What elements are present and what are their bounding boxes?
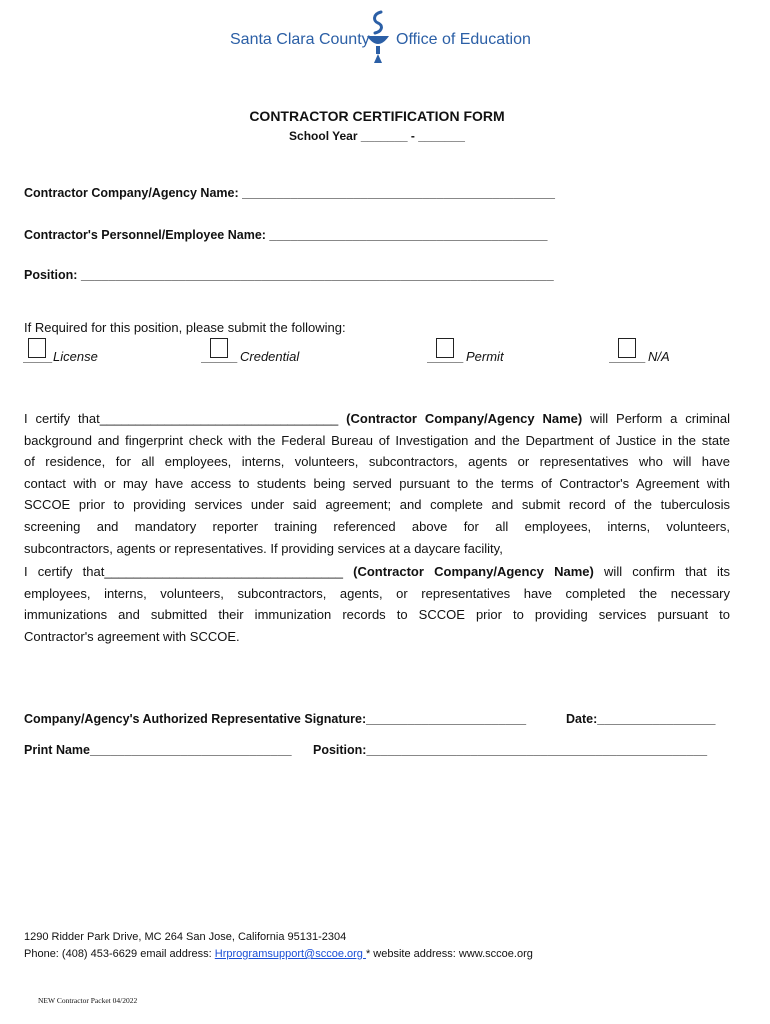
requirements-intro: If Required for this position, please submit the following: — [24, 320, 346, 335]
org-name-right: Office of Education — [396, 31, 531, 48]
signer-position-field[interactable]: Position:_________________________________________________ — [313, 743, 708, 757]
revision-note: NEW Contractor Packet 04/2022 — [38, 996, 138, 1005]
form-title: CONTRACTOR CERTIFICATION FORM — [249, 108, 505, 124]
cert-line: screening and mandatory reporter training referenced above for all employees, interns, volunteers, — [24, 518, 730, 534]
permit-option[interactable]: _____ Permit — [428, 338, 548, 366]
na-option[interactable]: _____ N/A — [610, 338, 710, 366]
org-name-left: Santa Clara County — [230, 31, 370, 48]
cert-line: of residence, for all employees, interns, volunteers, subcontractors, agents or representatives who will have — [24, 454, 730, 470]
signature-field[interactable]: Company/Agency's Authorized Representative Signature:_______________________ — [24, 712, 527, 726]
cert-line: contact with or may have access to students being served pursuant to the terms of Contractor's Agreement with — [24, 475, 730, 491]
date-field[interactable]: Date:_________________ — [566, 712, 716, 726]
torch-logo-icon — [364, 8, 392, 64]
cert-line: immunizations and submitted their immunization records to SCCOE prior to providing services pursuant to — [24, 607, 730, 623]
certification-paragraph-1 — [24, 408, 730, 559]
cert-line: background and fingerprint check with the Federal Bureau of Investigation and the Department of Justice in the state — [24, 432, 730, 448]
credential-label: Credential — [240, 349, 300, 364]
cert-line: I certify that_________________________________ (Contractor Company/Agency Name) will Perform a criminal — [24, 411, 730, 426]
position-field[interactable]: Position: ____________________________________________________________________ — [24, 268, 554, 282]
company-name-field[interactable]: Contractor Company/Agency Name: _____________________________________________ — [24, 186, 555, 200]
cert-line: I certify that_________________________________ (Contractor Company/Agency Name) will confirm that its — [24, 564, 730, 579]
school-year-field[interactable]: School Year _______ - _______ — [289, 129, 465, 143]
na-label: N/A — [648, 349, 670, 364]
license-label: License — [53, 349, 98, 364]
cert-line: SCCOE prior to providing services under said agreement; and complete and submit record of the tuberculosis — [24, 497, 730, 513]
print-name-field[interactable]: Print Name_____________________________ — [24, 743, 292, 757]
certification-paragraph-2 — [24, 561, 730, 647]
permit-label: Permit — [466, 349, 504, 364]
license-option[interactable]: ____ License — [24, 338, 144, 366]
credential-option[interactable]: _____ Credential — [202, 338, 352, 366]
footer-address: 1290 Ridder Park Drive, MC 264 San Jose, California 95131-2304 — [24, 931, 347, 943]
cert-line: employees, interns, volunteers, subcontractors, agents, or representatives have completed the necessary — [24, 585, 730, 601]
cert-line: Contractor's agreement with SCCOE. — [24, 628, 240, 644]
footer-contact: Phone: (408) 453-6629 email address: Hrprogramsupport@sccoe.org * website address: www.sccoe.org — [24, 948, 533, 960]
personnel-name-field[interactable]: Contractor's Personnel/Employee Name: ________________________________________ — [24, 228, 548, 242]
email-link[interactable]: Hrprogramsupport@sccoe.org — [214, 948, 366, 960]
cert-line: subcontractors, agents or representatives. If providing services at a daycare facility, — [24, 540, 503, 556]
